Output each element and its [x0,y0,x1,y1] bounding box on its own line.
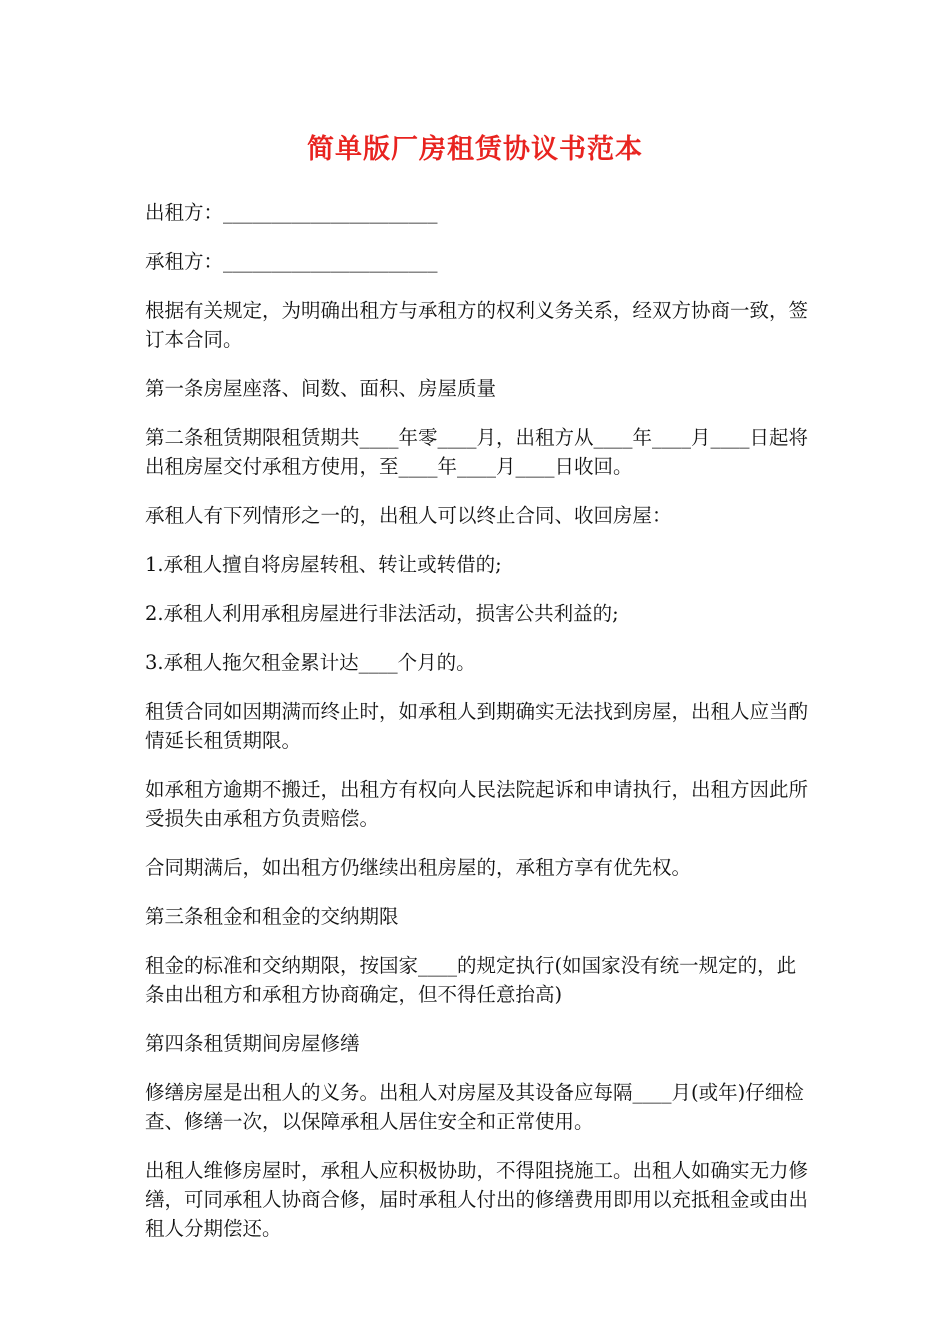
lessor-line: 出租方：______________________ [145,201,438,224]
lessee-line: 承租方：______________________ [145,250,438,273]
preamble-paragraph: 根据有关规定，为明确出租方与承租方的权利义务关系，经双方协商一致，签订本合同。 [145,299,809,351]
article-4-heading: 第四条租赁期间房屋修缮 [145,1032,360,1055]
rent-paragraph: 租金的标准和交纳期限，按国家____的规定执行(如国家没有统一规定的，此条由出租方和承租方协商确定，但不得任意抬高) [145,954,797,1006]
priority-paragraph: 合同期满后，如出租方仍继续出租房屋的，承租方享有优先权。 [145,856,692,879]
repair-paragraph: 修缮房屋是出租人的义务。出租人对房屋及其设备应每隔____月(或年)仔细检查、修缮一次，以保障承租人居住安全和正常使用。 [145,1081,804,1133]
article-1-heading: 第一条房屋座落、间数、面积、房屋质量 [145,377,497,400]
termination-item-2: 2.承租人利用承租房屋进行非法活动，损害公共利益的; [145,602,619,625]
termination-intro: 承租人有下列情形之一的，出租人可以终止合同、收回房屋： [145,504,672,527]
article-2-paragraph: 第二条租赁期限租赁期共____年零____月，出租方从____年____月____日起将出租房屋交付承租方使用，至____年____月____日收回。 [145,426,809,478]
overdue-paragraph: 如承租方逾期不搬迁，出租方有权向人民法院起诉和申请执行，出租方因此所受损失由承租方负责赔偿。 [145,778,809,830]
document-body [145,198,810,1263]
repair-cooperation-paragraph: 出租人维修房屋时，承租人应积极协助，不得阻挠施工。出租人如确实无力修缮，可同承租人协商合修，届时承租人付出的修缮费用即用以充抵租金或由出租人分期偿还。 [145,1159,809,1240]
document-title: 简单版厂房租赁协议书范本 [307,134,643,165]
article-3-heading: 第三条租金和租金的交纳期限 [145,905,399,928]
termination-item-1: 1.承租人擅自将房屋转租、转让或转借的; [145,553,502,576]
expiry-paragraph: 租赁合同如因期满而终止时，如承租人到期确实无法找到房屋，出租人应当酌情延长租赁期限。 [145,700,809,752]
termination-item-3: 3.承租人拖欠租金累计达____个月的。 [145,651,476,674]
